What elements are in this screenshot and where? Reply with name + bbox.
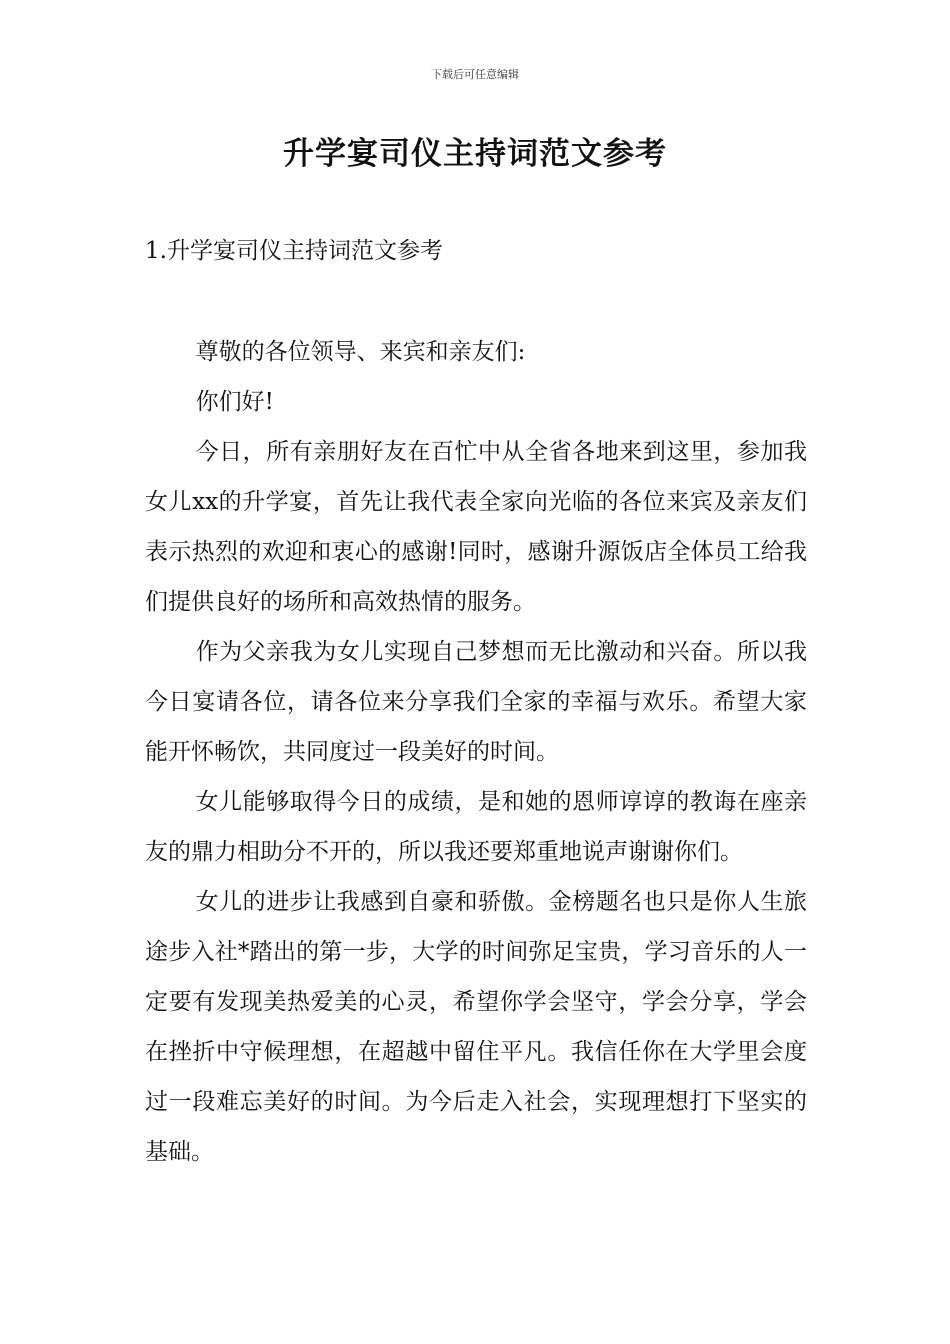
header-note: 下载后可任意编辑	[431, 68, 519, 81]
document-body	[145, 327, 807, 1177]
body-paragraph: 女儿能够取得今日的成绩，是和她的恩师谆谆的教诲在座亲友的鼎力相助分不开的，所以我还要郑重地说声谢谢你们。	[145, 789, 807, 865]
greeting-paragraph: 你们好!	[195, 389, 274, 415]
salutation-paragraph: 尊敬的各位领导、来宾和亲友们:	[195, 339, 526, 365]
body-paragraph: 女儿的进步让我感到自豪和骄傲。金榜题名也只是你人生旅途步入社*踏出的第一步，大学的时间弥足宝贵，学习音乐的人一定要有发现美热爱美的心灵，希望你学会坚守，学会分享，学会在挫折中守候理想，在超越中留住平凡。我信任你在大学里会度过一段难忘美好的时间。为今后走入社会，实现理想打下坚实的基础。	[145, 889, 807, 1165]
document-title: 升学宴司仪主持词范文参考	[283, 136, 667, 172]
body-paragraph: 作为父亲我为女儿实现自己梦想而无比激动和兴奋。所以我今日宴请各位，请各位来分享我们全家的幸福与欢乐。希望大家能开怀畅饮，共同度过一段美好的时间。	[145, 639, 807, 765]
section-heading: 1.升学宴司仪主持词范文参考	[145, 238, 443, 264]
body-paragraph: 今日，所有亲朋好友在百忙中从全省各地来到这里，参加我女儿xx的升学宴，首先让我代表全家向光临的各位来宾及亲友们表示热烈的欢迎和衷心的感谢!同时，感谢升源饭店全体员工给我们提供良好的场所和高效热情的服务。	[145, 439, 807, 615]
